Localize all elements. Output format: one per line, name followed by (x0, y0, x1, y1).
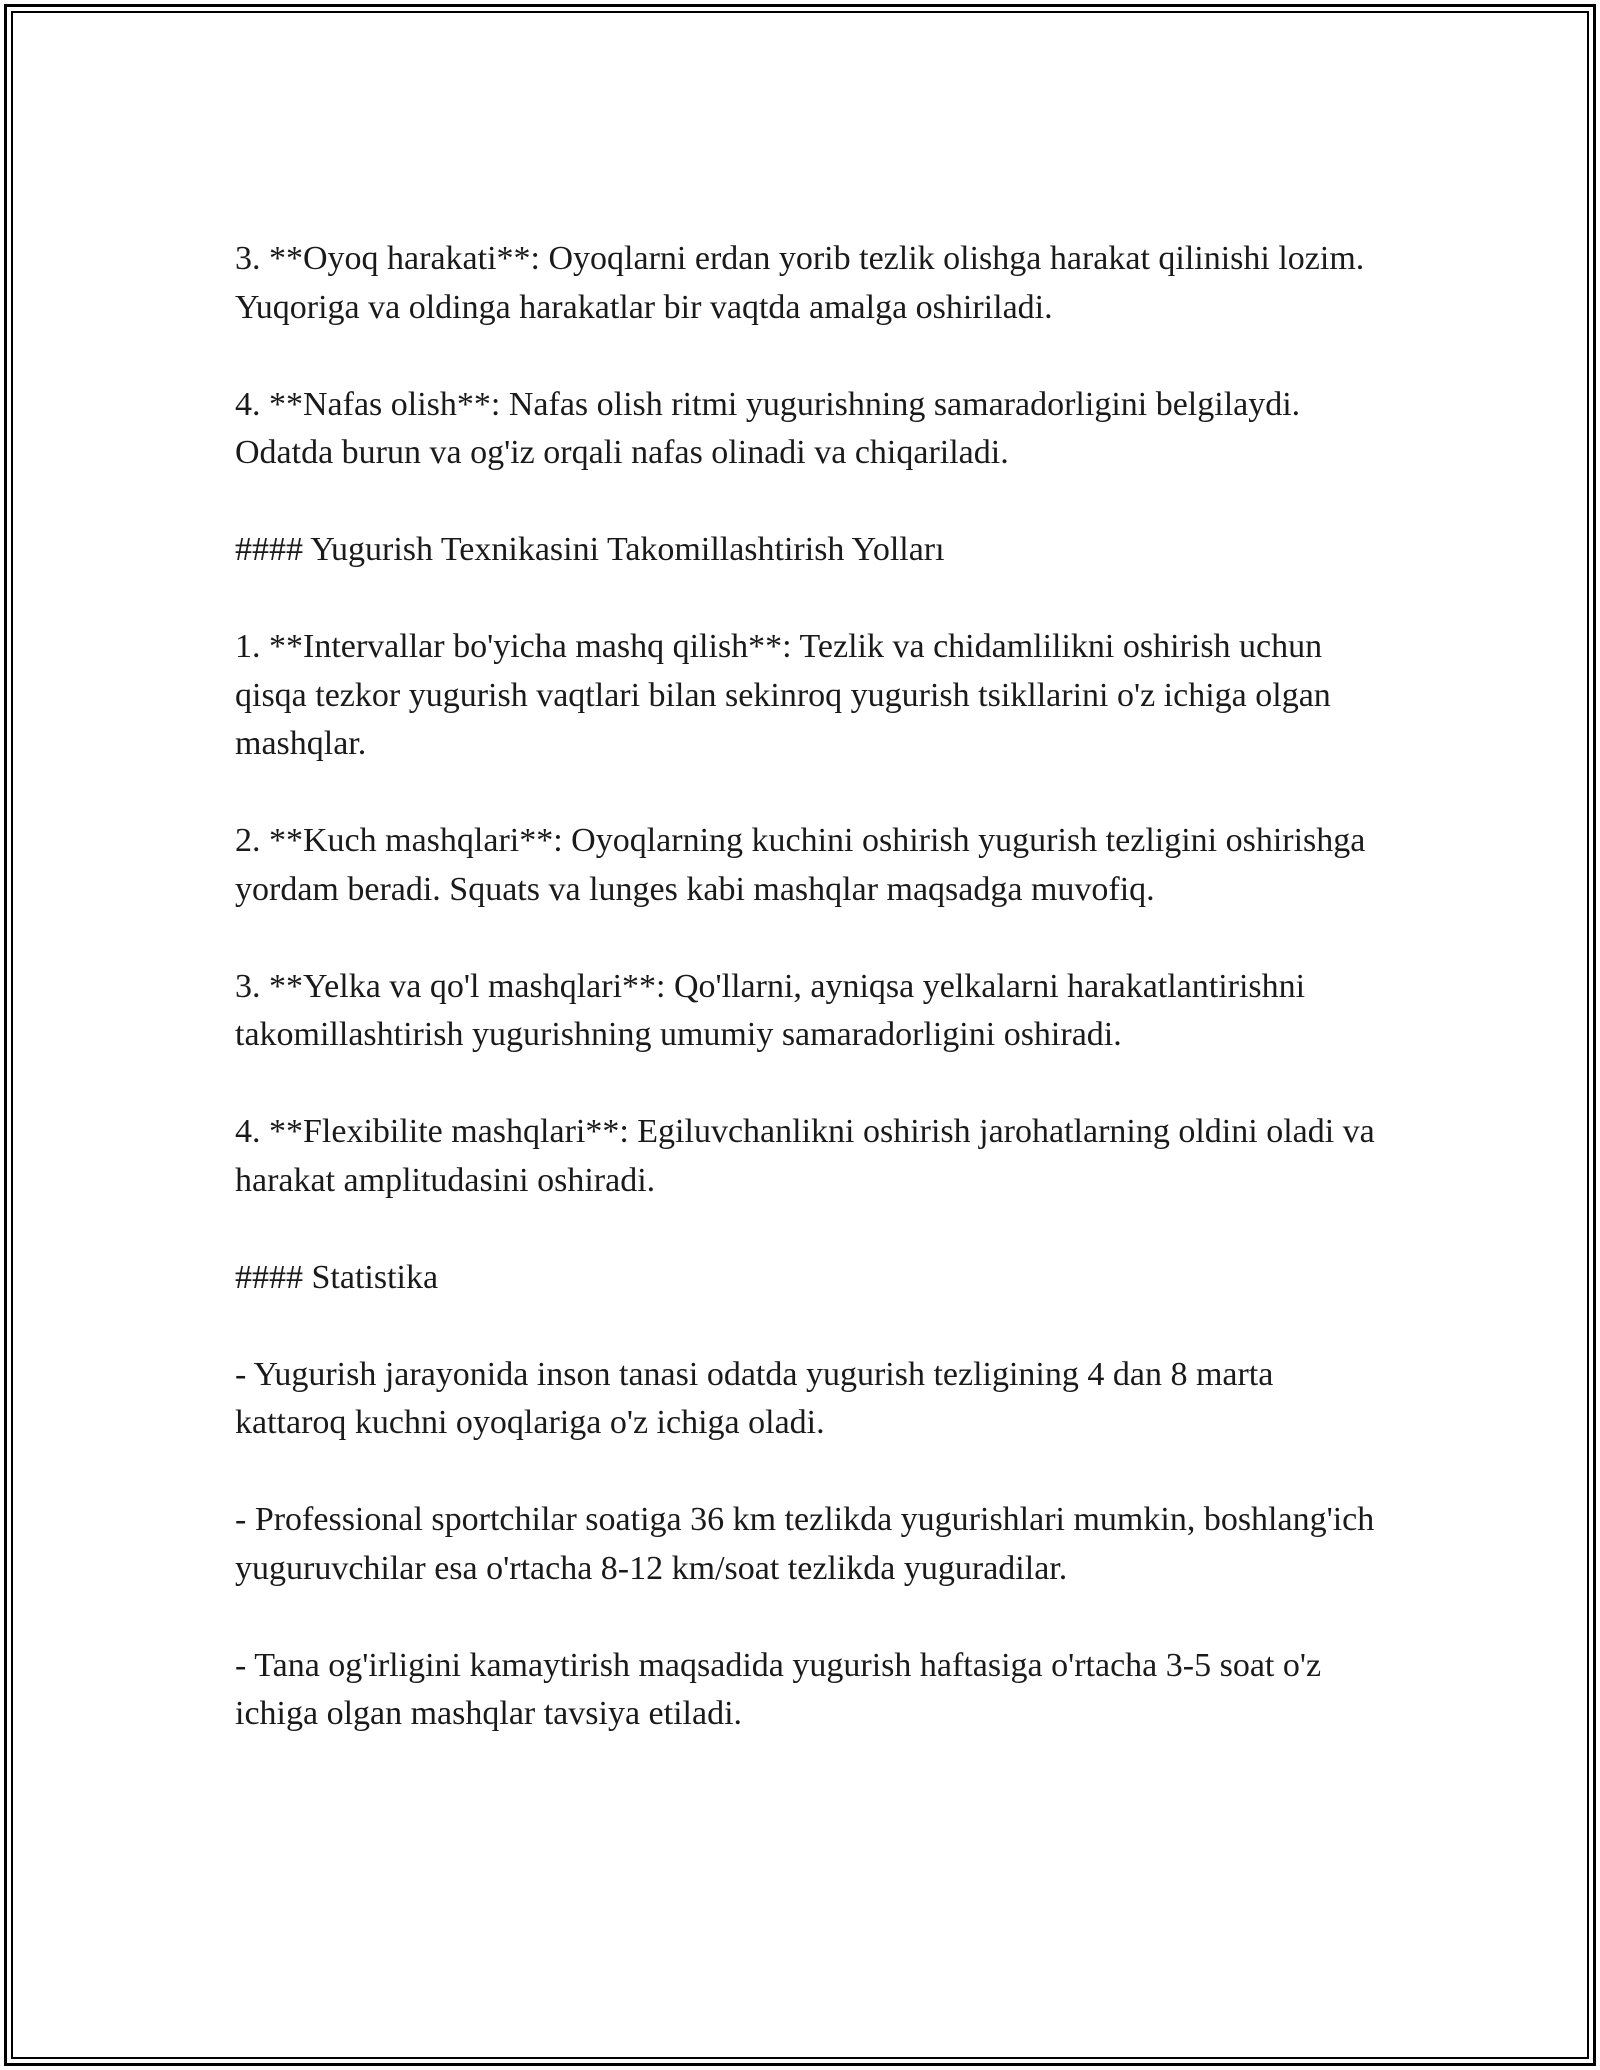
stat-item-weight-loss: - Tana og'irligini kamaytirish maqsadida yugurish haftasiga o'rtacha 3-5 soat o'z ichiga olgan mashqlar tavsiya etiladi. (235, 1646, 1322, 1732)
stat-item-force: - Yugurish jarayonida inson tanasi odatda yugurish tezligining 4 dan 8 marta kattaroq kuchni oyoqlariga o'z ichiga oladi. (235, 1355, 1274, 1441)
paragraph-leg-movement: 3. **Oyoq harakati**: Oyoqlarni erdan yorib tezlik olishga harakat qilinishi lozim. Yuqoriga va oldinga harakatlar bir vaqtda amalga oshiriladi. (235, 240, 1365, 326)
heading-statistics: #### Statistika (235, 1258, 439, 1296)
document-body (235, 235, 1375, 1787)
paragraph-breathing: 4. **Nafas olish**: Nafas olish ritmi yugurishning samaradorligini belgilaydi. Odatda burun va og'iz orqali nafas olinadi va chiqariladi. (235, 385, 1301, 471)
paragraph-flexibility: 4. **Flexibilite mashqlari**: Egiluvchanlikni oshirish jarohatlarning oldini oladi va harakat amplitudasini oshiradi. (235, 1113, 1375, 1199)
heading-technique-improvement: #### Yugurish Texnikasini Takomillashtirish Yolları (235, 531, 945, 568)
paragraph-strength: 2. **Kuch mashqlari**: Oyoqlarning kuchini oshirish yugurish tezligini oshirishga yordam beradi. Squats va lunges kabi mashqlar maqsadga muvofiq. (235, 822, 1366, 908)
stat-item-speed: - Professional sportchilar soatiga 36 km tezlikda yugurishlari mumkin, boshlang'ich yuguruvchilar esa o'rtacha 8-12 km/soat tezlikda yuguradilar. (235, 1501, 1375, 1587)
paragraph-intervals: 1. **Intervallar bo'yicha mashq qilish**: Tezlik va chidamlilikni oshirish uchun qisqa tezkor yugurish vaqtlari bilan sekinroq yugurish tsikllarini o'z ichiga olgan mashqlar. (235, 628, 1331, 762)
paragraph-shoulder-arm: 3. **Yelka va qo'l mashqlari**: Qo'llarni, ayniqsa yelkalarni harakatlantirishni takomillashtirish yugurishning umumiy samaradorligini oshiradi. (235, 967, 1306, 1053)
